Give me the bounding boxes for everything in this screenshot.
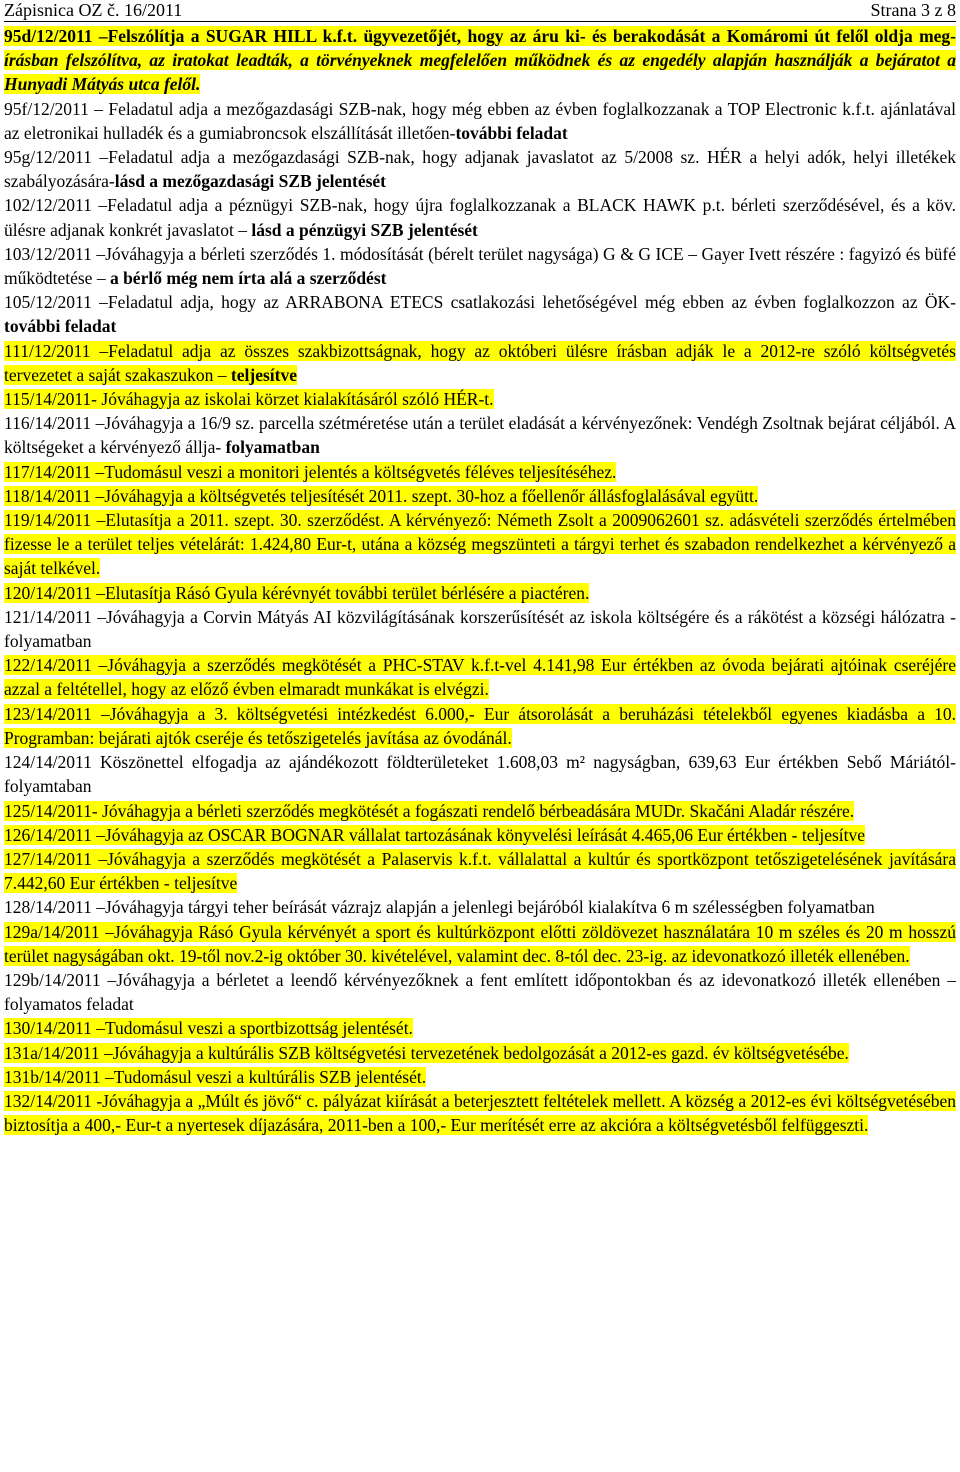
resolution-124 [4,750,956,798]
resolution-text: 111/12/2011 –Feladatul adja az összes szakbizottságnak, hogy az októberi ülésre írásban adják le a 2012-re szóló költségvetés tervezetet a saját szakaszukon – [4,340,956,385]
resolution-text [231,365,297,385]
resolution-text: 105/12/2011 –Feladatul adja, hogy az ARRABONA ETECS csatlakozási lehetőségével még ebben az évben foglalkozzon az ÖK- [4,292,956,313]
resolution-text: 116/14/2011 –Jóváhagyja a 16/9 sz. parcella szétméretése után a terület eladását a kérvényezőnek: Vendégh Zsoltnak bejárat céljából. A költségeket a kérvényező állja- [4,413,956,458]
resolution-118 [4,484,956,508]
resolution-text [251,220,478,240]
resolution-127 [4,847,956,895]
resolution-text [110,268,387,288]
resolution-95g [4,145,956,193]
resolution-text [4,316,116,336]
page-header [4,0,956,22]
resolution-text: 129a/14/2011 –Jóváhagyja Rásó Gyula kérvényét a sport és kultúrközpont előtti zöldövezet használatára 10 m széles és 20 m hosszú terület nagyságában okt. 19-től nov.2-ig október 30. kivételével, valamint dec. 8-tól dec. 23-ig. az idevonatkozó illeték ellenében. [4,921,956,966]
resolution-95f [4,97,956,145]
resolution-131a [4,1041,956,1065]
resolution-105 [4,290,956,338]
resolution-129a [4,920,956,968]
page-number: Strana 3 z 8 [870,0,956,20]
resolution-116 [4,411,956,459]
emphasis: lásd a pénzügyi SZB jelentését [251,219,478,240]
resolution-131b [4,1065,956,1089]
emphasis: lásd a mezőgazdasági SZB jelentését [114,171,386,192]
emphasis: további feladat [4,316,117,337]
resolution-115 [4,387,956,411]
resolution-117 [4,460,956,484]
resolution-121 [4,605,956,653]
resolution-text: 131a/14/2011 –Jóváhagyja a kultúrális SZB költségvetési tervezetének bedolgozását a 2012-es gazd. év költségvetésébe. [4,1042,849,1063]
resolution-text: 95g/12/2011 –Feladatul adja a mezőgazdasági SZB-nak, hogy adjanak javaslatot az 5/2008 sz. HÉR a helyi adók, helyi illetékek szabályozására- [4,147,956,192]
resolution-125 [4,799,956,823]
resolution-111 [4,339,956,387]
resolution-text [4,26,956,46]
resolution-text: 129b/14/2011 –Jóváhagyja a bérletet a leendő kérvényezőknek a fent említett időpontokban és az idevonatkozó illeték ellenében – folyamatos feladat [4,969,956,1015]
emphasis: 95d/12/2011 –Felszólítja a SUGAR HILL k.f.t. ügyvezetőjét, hogy az áru ki- és berakodását a Komáromi út felől oldja meg- [4,26,956,46]
resolution-text: 119/14/2011 –Elutasítja a 2011. szept. 30. szerződést. A kérvényező: Németh Zsolt a 2009062601 sz. adásvételi szerződés értelmében fizesse le a terület teljes vételárát: 1.424,80 Eur-t, utána a község megszünteti a tárgyi terhet és szabadon rendelkezhet a kérvényező a saját telkével. [4,510,956,579]
resolution-text: 123/14/2011 –Jóváhagyja a 3. költségvetési intézkedést 6.000,- Eur átsorolását a beruházási tételekből egyenes kiadásba a 10. Programban: bejárati ajtók cseréje és tetőszigetelés javítása az óvodánál. [4,703,956,748]
emphasis: írásban felszólítva, az iratokat leadták, a törvényeknek megfelelően működnek és az engedély alapján használják a bejáratot a Hunyadi Mátyás utca felől. [4,50,956,95]
resolution-text: 115/14/2011- Jóváhagyja az iskolai körzet kialakításáról szóló HÉR-t. [4,389,494,410]
resolution-text: 126/14/2011 –Jóváhagyja az OSCAR BOGNAR vállalat tartozásának könyvelési leírását 4.465,06 Eur értékben - teljesítve [4,824,866,845]
emphasis: a bérlő még nem írta alá a szerződést [109,268,387,289]
resolution-119 [4,508,956,581]
emphasis: folyamatban [225,437,320,458]
resolution-text [226,437,320,457]
resolution-126 [4,823,956,847]
resolution-text: 118/14/2011 –Jóváhagyja a költségvetés teljesítését 2011. szept. 30-hoz a főellenőr állásfoglalásával együtt. [4,485,759,506]
resolution-text: 95f/12/2011 – Feladatul adja a mezőgazdasági SZB-nak, hogy még ebben az évben foglalkozzanak a TOP Electronic k.f.t. ajánlatával az eletronikai hulladék és a gumiabroncsok elszállítását illetően- [4,98,956,143]
resolution-text: 121/14/2011 –Jóváhagyja a Corvin Mátyás AI közvilágításának korszerűsítését az iskola költségére és a rákötést a községi hálózatra - folyamatban [4,606,956,652]
resolution-130 [4,1016,956,1040]
resolution-text [115,171,386,191]
resolution-text: 122/14/2011 –Jóváhagyja a szerződés megkötését a PHC-STAV k.f.t-vel 4.141,98 Eur értékben az óvoda bejárati ajtóinak cseréjére azzal a feltétellel, hogy az előző évben elmaradt munkákat is elvégzi. [4,655,956,700]
resolution-text: 102/12/2011 –Feladatul adja a péznügyi SZB-nak, hogy újra foglalkozzanak a BLACK HAWK p.t. bérleti szerződésével, és a köv. ülésre adjanak konkrét javaslatot – [4,195,956,240]
resolution-128 [4,895,956,919]
resolution-text: 130/14/2011 –Tudomásul veszi a sportbizottság jelentését. [4,1018,413,1039]
resolution-103 [4,242,956,290]
resolution-132 [4,1089,956,1137]
resolution-text: 125/14/2011- Jóváhagyja a bérleti szerződés megkötését a fogászati rendelő bérbeadására MUDr. Skačáni Aladár részére. [4,800,855,821]
resolution-text: 117/14/2011 –Tudomásul veszi a monitori jelentés a költségvetés féléves teljesítéséhez. [4,461,617,482]
resolution-text [4,50,956,94]
resolution-102 [4,193,956,241]
resolution-122 [4,653,956,701]
resolution-text: 128/14/2011 –Jóváhagyja tárgyi teher beírását vázrajz alapján a jelenlegi bejáróból kialakítva 6 m szélességben folyamatban [4,897,875,918]
emphasis: teljesítve [230,364,297,385]
resolution-text: 120/14/2011 –Elutasítja Rásó Gyula kérévnyét további terület bérlésére a piactéren. [4,582,590,603]
resolutions-list [4,24,956,1137]
resolution-95d [4,24,956,97]
resolution-123 [4,702,956,750]
resolution-129b [4,968,956,1016]
resolution-120 [4,581,956,605]
resolution-text: 103/12/2011 –Jóváhagyja a bérleti szerződés 1. módosítását (bérelt terület nagysága) G & G ICE – Gayer Ivett részére : fagyizó és büfé működtetése – [4,243,956,289]
resolution-text: 132/14/2011 -Jóváhagyja a „Múlt és jövő“ c. pályázat kiírását a beterjesztett feltételek mellett. A község a 2012-es évi költségvetésében biztosítja a 400,- Eur-t a nyertesek díjazására, 2011-ben a 100,- Eur merítését erre az akcióra a költségvetésből felfüggeszti. [4,1090,956,1136]
document-title: Zápisnica OZ č. 16/2011 [4,0,183,20]
resolution-text: 131b/14/2011 –Tudomásul veszi a kultúrális SZB jelentését. [4,1066,427,1087]
resolution-text: 124/14/2011 Köszönettel elfogadja az ajándékozott földterületeket 1.608,03 m² nagyságban, 639,63 Eur értékben Sebő Máriától- folyamtaban [4,752,956,797]
resolution-text: 127/14/2011 –Jóváhagyja a szerződés megkötését a Palaservis k.f.t. vállalattal a kultúr és sportközpont tetőszigetelésének javítására 7.442,60 Eur értékben - teljesítve [4,848,956,894]
resolution-text [455,123,567,143]
emphasis: további feladat [455,122,568,143]
